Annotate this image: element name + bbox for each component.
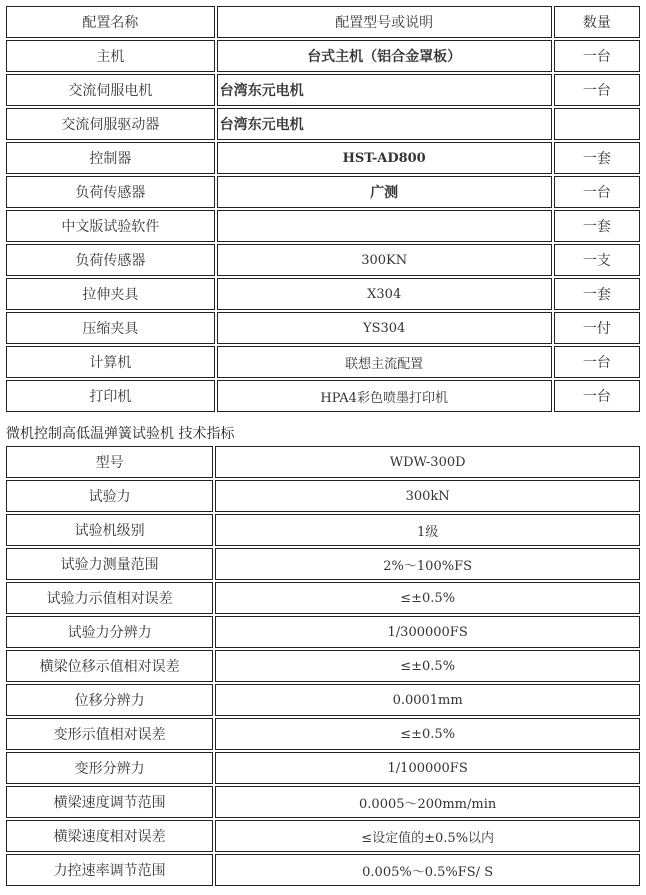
config-qty: 一台 <box>554 74 640 106</box>
config-qty: 一套 <box>554 142 640 174</box>
spec-value: ≤±0.5% <box>215 650 640 682</box>
config-header-row <box>6 6 640 38</box>
spec-row <box>6 616 640 648</box>
config-qty: 一支 <box>554 244 640 276</box>
config-name: 控制器 <box>6 142 215 174</box>
spec-value: 0.0005～200mm/min <box>215 786 640 818</box>
spec-value: 2%～100%FS <box>215 548 640 580</box>
config-qty: 一台 <box>554 346 640 378</box>
config-name: 交流伺服驱动器 <box>6 108 215 140</box>
config-row <box>6 312 640 344</box>
spec-value: 1/300000FS <box>215 616 640 648</box>
spec-row <box>6 820 640 852</box>
config-desc <box>217 210 552 242</box>
config-desc: HST-AD800 <box>217 142 552 174</box>
config-desc: HPA4彩色喷墨打印机 <box>217 380 552 412</box>
config-row <box>6 210 640 242</box>
config-row <box>6 244 640 276</box>
config-name: 负荷传感器 <box>6 244 215 276</box>
spec-value: ≤±0.5% <box>215 582 640 614</box>
config-qty: 一付 <box>554 312 640 344</box>
section-title: 微机控制高低温弹簧试验机 技术指标 <box>6 426 235 442</box>
header-quantity: 数量 <box>554 6 640 38</box>
config-desc: X304 <box>217 278 552 310</box>
config-desc: 台湾东元电机 <box>217 108 552 140</box>
spec-row <box>6 480 640 512</box>
config-qty <box>554 108 640 140</box>
spec-row <box>6 786 640 818</box>
config-row <box>6 108 640 140</box>
config-qty: 一台 <box>554 176 640 208</box>
config-name: 主机 <box>6 40 215 72</box>
spec-value: 0.005%～0.5%FS/ S <box>215 854 640 886</box>
spec-value: ≤±0.5% <box>215 718 640 750</box>
spec-key: 横梁速度调节范围 <box>6 786 213 818</box>
spec-key: 位移分辨力 <box>6 684 213 716</box>
spec-key: 力控速率调节范围 <box>6 854 213 886</box>
config-desc: 台式主机（铝合金罩板） <box>217 40 552 72</box>
config-name: 中文版试验软件 <box>6 210 215 242</box>
spec-row <box>6 582 640 614</box>
spec-value: 1级 <box>215 514 640 546</box>
spec-row <box>6 514 640 546</box>
config-desc: 联想主流配置 <box>217 346 552 378</box>
spec-key: 横梁位移示值相对误差 <box>6 650 213 682</box>
config-qty: 一套 <box>554 210 640 242</box>
config-qty: 一套 <box>554 278 640 310</box>
config-row <box>6 278 640 310</box>
spec-key: 试验力测量范围 <box>6 548 213 580</box>
config-name: 压缩夹具 <box>6 312 215 344</box>
spec-key: 试验力示值相对误差 <box>6 582 213 614</box>
spec-value: 300kN <box>215 480 640 512</box>
config-qty: 一台 <box>554 380 640 412</box>
config-row <box>6 380 640 412</box>
config-table <box>4 4 642 414</box>
spec-key: 变形示值相对误差 <box>6 718 213 750</box>
config-row <box>6 74 640 106</box>
header-config-desc: 配置型号或说明 <box>217 6 552 38</box>
spec-row <box>6 548 640 580</box>
spec-row <box>6 854 640 886</box>
spec-row <box>6 684 640 716</box>
config-desc: 广测 <box>217 176 552 208</box>
spec-table <box>4 444 642 888</box>
spec-key: 变形分辨力 <box>6 752 213 784</box>
config-name: 负荷传感器 <box>6 176 215 208</box>
spec-row <box>6 752 640 784</box>
spec-value: ≤设定值的±0.5%以内 <box>215 820 640 852</box>
spec-value: WDW-300D <box>215 446 640 478</box>
config-desc: 300KN <box>217 244 552 276</box>
config-row <box>6 142 640 174</box>
spec-key: 横梁速度相对误差 <box>6 820 213 852</box>
config-row <box>6 346 640 378</box>
config-row <box>6 176 640 208</box>
config-name: 计算机 <box>6 346 215 378</box>
config-row <box>6 40 640 72</box>
spec-key: 试验力 <box>6 480 213 512</box>
spec-key: 试验机级别 <box>6 514 213 546</box>
spec-row <box>6 650 640 682</box>
spec-value: 1/100000FS <box>215 752 640 784</box>
config-name: 交流伺服电机 <box>6 74 215 106</box>
spec-key: 试验力分辨力 <box>6 616 213 648</box>
config-name: 拉伸夹具 <box>6 278 215 310</box>
config-desc: YS304 <box>217 312 552 344</box>
spec-key: 型号 <box>6 446 213 478</box>
spec-row <box>6 446 640 478</box>
spec-row <box>6 718 640 750</box>
config-name: 打印机 <box>6 380 215 412</box>
config-qty: 一台 <box>554 40 640 72</box>
header-config-name: 配置名称 <box>6 6 215 38</box>
spec-value: 0.0001mm <box>215 684 640 716</box>
config-desc: 台湾东元电机 <box>217 74 552 106</box>
